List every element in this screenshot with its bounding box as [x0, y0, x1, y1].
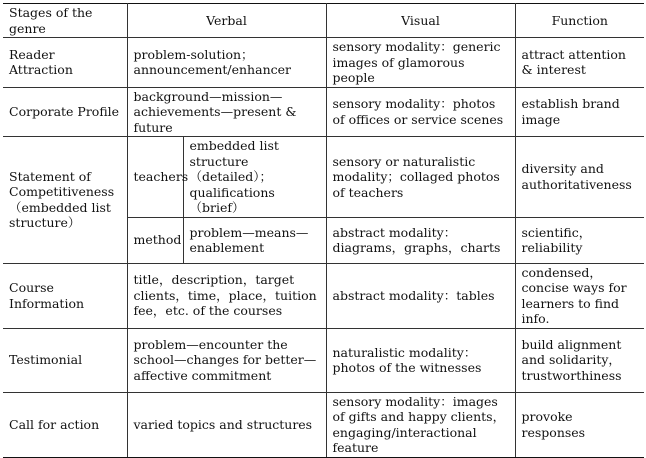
visual-cell: sensory modality：images of gifts and happy clients，engaging/interactional feature — [326, 392, 515, 457]
header-verbal: Verbal — [127, 4, 326, 38]
header-row — [3, 4, 644, 38]
header-function: Function — [515, 4, 644, 38]
visual-cell: sensory modality：generic images of glamorous people — [326, 38, 515, 88]
row-call-for-action — [3, 392, 644, 457]
row-course-information — [3, 263, 644, 328]
verbal-cell: problem—encounter the school—changes for better—affective commitment — [127, 328, 326, 392]
function-cell: establish brand image — [515, 87, 644, 137]
verbal-cell: problem-solution；announcement/enhancer — [127, 38, 326, 88]
visual-cell: abstract modality：tables — [326, 263, 515, 328]
function-cell: scientific，reliability — [515, 217, 644, 263]
header-stages: Stages of the genre — [3, 4, 127, 38]
stage-cell: Corporate Profile — [3, 87, 127, 137]
row-corporate-profile — [3, 87, 644, 137]
visual-cell: sensory or naturalistic modality；collaged photos of teachers — [326, 137, 515, 218]
verbal-cell: embedded list structure（detailed）；qualifications（brief） — [183, 137, 326, 218]
visual-cell: naturalistic modality：photos of the witnesses — [326, 328, 515, 392]
visual-cell: abstract modality：diagrams，graphs，charts — [326, 217, 515, 263]
stage-cell: Call for action — [3, 392, 127, 457]
verbal-cell: background—mission—achievements—present & future — [127, 87, 326, 137]
genre-stages-table — [3, 3, 644, 458]
function-cell: build alignment and solidarity，trustworthiness — [515, 328, 644, 392]
header-visual: Visual — [326, 4, 515, 38]
stage-cell: Course Information — [3, 263, 127, 328]
row-testimonial — [3, 328, 644, 392]
sub-stage-cell: teachers — [127, 137, 183, 218]
function-cell: condensed，concise ways for learners to find info. — [515, 263, 644, 328]
function-cell: provoke responses — [515, 392, 644, 457]
verbal-cell: title，description，target clients，time，place，tuition fee，etc. of the courses — [127, 263, 326, 328]
row-reader-attraction — [3, 38, 644, 88]
visual-cell: sensory modality：photos of offices or service scenes — [326, 87, 515, 137]
row-competitiveness-teachers — [3, 137, 644, 218]
function-cell: attract attention & interest — [515, 38, 644, 88]
function-cell: diversity and authoritativeness — [515, 137, 644, 218]
stage-cell: Statement of Competitiveness（embedded list structure） — [3, 137, 127, 264]
verbal-cell: problem—means—enablement — [183, 217, 326, 263]
stage-cell: Reader Attraction — [3, 38, 127, 88]
sub-stage-cell: method — [127, 217, 183, 263]
stage-cell: Testimonial — [3, 328, 127, 392]
verbal-cell: varied topics and structures — [127, 392, 326, 457]
